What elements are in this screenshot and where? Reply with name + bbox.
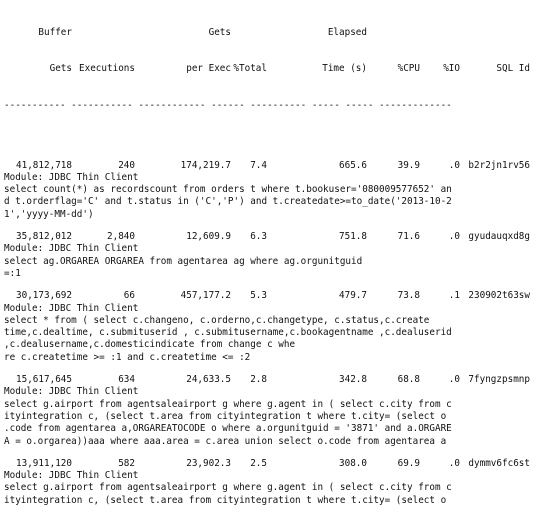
- header-elapsed: Elapsed: [327, 26, 367, 38]
- module-label: Module: JDBC Thin Client: [4, 470, 139, 482]
- sql-entry: [4, 374, 553, 448]
- module-label: Module: JDBC Thin Client: [4, 386, 139, 398]
- sql-entry: [4, 160, 553, 221]
- stats-row: [4, 231, 553, 243]
- module-label: Module: JDBC Thin Client: [4, 171, 139, 183]
- header-gets-label: Gets: [49, 63, 72, 75]
- module-label: Module: JDBC Thin Client: [4, 302, 139, 314]
- entry-spacer: [4, 364, 553, 374]
- executions-value: 582: [118, 457, 135, 469]
- entry-spacer: [4, 448, 553, 458]
- header-pct-total: %Total: [233, 63, 267, 75]
- entry-spacer: [4, 150, 553, 160]
- pct-io-value: .0: [448, 457, 460, 469]
- sql-text-line: d t.orderflag='C' and t.status in ('C','P') and t.createdate>=to_date('2013-10-2: [4, 196, 452, 208]
- stats-row: [4, 374, 553, 386]
- pct-cpu-value: 69.9: [397, 457, 420, 469]
- header-pct-cpu: %CPU: [397, 63, 420, 75]
- buffer-gets-value: 15,617,645: [16, 374, 72, 386]
- gets-per-exec-value: 457,177.2: [180, 290, 231, 302]
- sql-text-line: select ag.ORGAREA ORGAREA from agentarea ag where ag.orgunitguid: [4, 255, 363, 267]
- executions-value: 634: [118, 374, 135, 386]
- buffer-gets-value: 30,173,692: [16, 290, 72, 302]
- header-gets: Gets: [208, 26, 231, 38]
- pct-total-value: 7.4: [250, 159, 267, 171]
- sql-text-line: A = o.orgarea))aaa where aaa.area = c.area union select o.code from agentarea a: [4, 435, 447, 447]
- pct-total-value: 2.5: [250, 457, 267, 469]
- pct-io-value: .0: [448, 159, 460, 171]
- sql-text-line: ,c.dealusername,c.domesticindicate from change c whe: [4, 339, 296, 351]
- header-per-exec: per Exec: [186, 63, 231, 75]
- column-header-row-1: [4, 27, 553, 39]
- pct-io-value: .0: [448, 374, 460, 386]
- sql-text-line: 1','yyyy-MM-dd'): [4, 208, 94, 220]
- entry-spacer: [4, 280, 553, 290]
- elapsed-time-value: 308.0: [339, 457, 367, 469]
- sql-id-value[interactable]: dymmv6fc6st: [468, 457, 530, 469]
- buffer-gets-value: 41,812,718: [16, 159, 72, 171]
- sql-entry: [4, 231, 553, 280]
- sql-text-line: ityintegration c, (select t.area from cityintegration t where t.city= (select o: [4, 494, 447, 506]
- stats-row: [4, 458, 553, 470]
- sql-id-value[interactable]: 7fyngzpsmnp: [468, 374, 530, 386]
- elapsed-time-value: 665.6: [339, 159, 367, 171]
- stats-row: [4, 160, 553, 172]
- module-label: Module: JDBC Thin Client: [4, 243, 139, 255]
- header-separator: ----------- ----------- ------------ ------ ---------- ----- ----- -------------: [4, 100, 452, 112]
- header-sql-id: SQL Id: [496, 63, 530, 75]
- sql-id-value[interactable]: b2r2jn1rv56: [468, 159, 530, 171]
- sql-text-line: select g.airport from agentsaleairport g where g.agent in ( select c.city from c: [4, 398, 452, 410]
- pct-cpu-value: 68.8: [397, 374, 420, 386]
- pct-cpu-value: 71.6: [397, 231, 420, 243]
- elapsed-time-value: 479.7: [339, 290, 367, 302]
- sql-text-line: ityintegration c, (select t.area from cityintegration t where t.city= (select o: [4, 410, 447, 422]
- elapsed-time-value: 751.8: [339, 231, 367, 243]
- gets-per-exec-value: 24,633.5: [186, 374, 231, 386]
- sql-text-line: =:1: [4, 267, 21, 279]
- header-pct-io: %IO: [443, 63, 460, 75]
- sql-text-line: time,c.dealtime, c.submituserid , c.submitusername,c.bookagentname ,c.dealuserid: [4, 327, 452, 339]
- buffer-gets-value: 13,911,120: [16, 457, 72, 469]
- pct-io-value: .1: [448, 290, 460, 302]
- column-header-row-2: [4, 63, 553, 75]
- header-time: Time (s): [322, 63, 367, 75]
- executions-value: 66: [123, 290, 135, 302]
- sql-id-value[interactable]: gyudauqxd8g: [468, 231, 530, 243]
- stats-row: [4, 290, 553, 302]
- sql-id-value[interactable]: 230902t63sw: [468, 290, 530, 302]
- pct-cpu-value: 73.8: [397, 290, 420, 302]
- header-executions: Executions: [79, 63, 135, 75]
- gets-per-exec-value: 174,219.7: [180, 159, 231, 171]
- sql-text-line: select count(*) as recordscount from orders t where t.bookuser='080009577652' an: [4, 184, 452, 196]
- sql-entry: [4, 458, 553, 507]
- pct-total-value: 2.8: [250, 374, 267, 386]
- pct-cpu-value: 39.9: [397, 159, 420, 171]
- sql-text-line: re c.createtime >= :1 and c.createtime <= :2: [4, 351, 251, 363]
- pct-total-value: 6.3: [250, 231, 267, 243]
- executions-value: 2,840: [107, 231, 135, 243]
- executions-value: 240: [118, 159, 135, 171]
- sql-text-line: select g.airport from agentsaleairport g where g.agent in ( select c.city from c: [4, 482, 452, 494]
- sql-ordered-by-gets-report: [4, 2, 553, 506]
- sql-text-line: .code from agentarea a,ORGAREATOCODE o where a.orgunitguid = '3871' and a.ORGARE: [4, 423, 452, 435]
- entry-spacer: [4, 221, 553, 231]
- buffer-gets-value: 35,812,012: [16, 231, 72, 243]
- sql-entry: [4, 290, 553, 364]
- pct-total-value: 5.3: [250, 290, 267, 302]
- sql-text-line: select * from ( select c.changeno, c.orderno,c.changetype, c.status,c.create: [4, 314, 430, 326]
- gets-per-exec-value: 12,609.9: [186, 231, 231, 243]
- pct-io-value: .0: [448, 231, 460, 243]
- elapsed-time-value: 342.8: [339, 374, 367, 386]
- gets-per-exec-value: 23,902.3: [186, 457, 231, 469]
- header-buffer: Buffer: [38, 26, 72, 38]
- sql-entry-list: [4, 150, 553, 507]
